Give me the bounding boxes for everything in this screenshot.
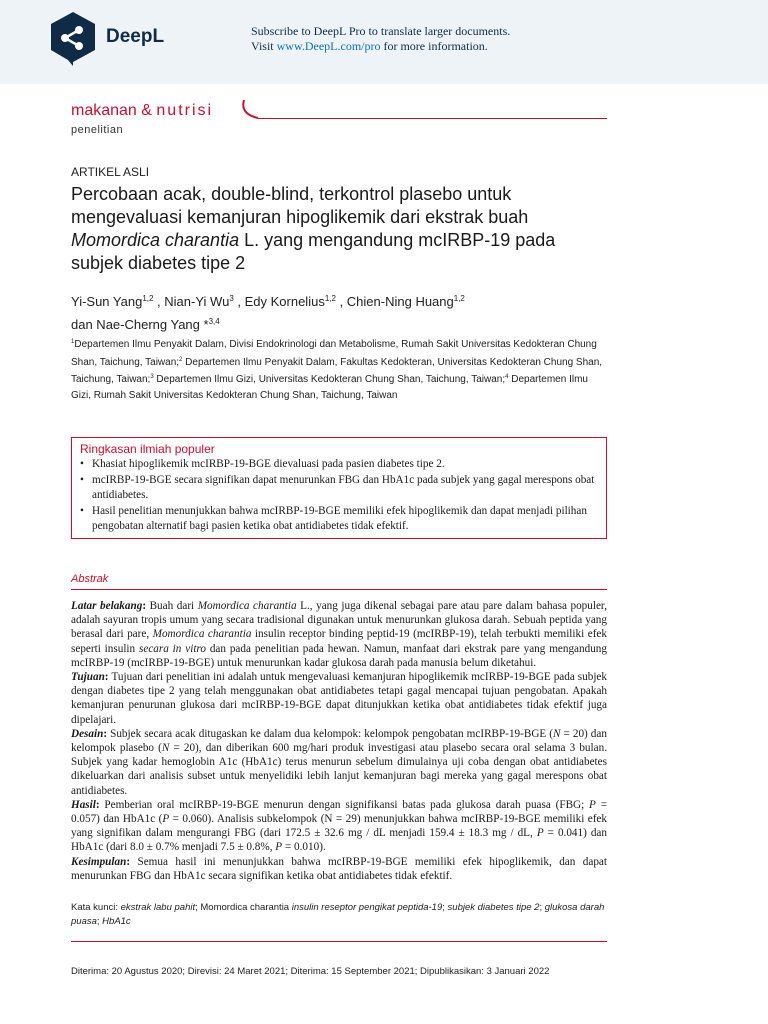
deepl-banner [0, 0, 768, 84]
italic-text: P [275, 841, 283, 854]
banner-line-2-prefix: Visit [251, 39, 277, 53]
text: L., yang juga dikenal sebagai pare atau pare dalam bahasa populer, adalah sayuran tropis umum yang secara tradisional digunakan untuk menurunkan glukosa darah. Sebuah peptida yang berasal dari pare, [71, 600, 607, 641]
abstract-rule-top [71, 589, 607, 590]
keyword: ekstrak labu pahit [120, 902, 196, 913]
author-name: Edy Kornelius [244, 294, 325, 309]
affil-text: Departemen Ilmu Penyakit Dalam, Fakultas Kedokteran, Universitas Kedokteran Chung Shan, Taichung, Taiwan; [71, 356, 603, 385]
keyword: insulin reseptor pengikat peptida-19 [291, 902, 443, 913]
affil-text: Departemen Ilmu Gizi, Rumah Sakit Universitas Kedokteran Chung Shan, Taichung, Taiwan [71, 374, 588, 401]
keyword: glukosa darah puasa [71, 902, 605, 927]
author-sep: , [153, 294, 165, 309]
journal-name-part1: makanan & [71, 102, 157, 119]
summary-item: • Hasil penelitian menunjukkan bahwa mcIRBP-19-BGE memiliki efek hipoglikemik dan dapat menjadi pilihan pengobatan alternatif bagi pasien ketika obat antidiabetes tidak efektif. [80, 504, 598, 535]
italic-text: P [162, 813, 170, 826]
abstract-aim: Tujuan: Tujuan dari penelitian ini adalah untuk mengevaluasi kemanjuran hipoglikemik mcIRBP-19-BGE pada subjek dengan diabetes tipe 2 yang telah menggunakan obat antidiabetes tetapi gagal mencapai tujuan pengobatan. Apakah kemanjuran penurunan glukosa dari mcIRBP-19-BGE dapat ditunjukkan ketika obat antidiabetes tidak efektif juga dipelajari. [71, 671, 607, 726]
background-label: Latar belakang [71, 600, 143, 612]
text: Subjek secara acak ditugaskan ke dalam dua kelompok: kelompok pengobatan mcIRBP-19-BGE ( [110, 727, 553, 740]
author-name: Nian-Yi Wu [164, 294, 230, 309]
deepl-logo-icon [48, 10, 98, 66]
title-italic: Momordica charantia [71, 230, 240, 250]
author-sup: 1,2 [453, 294, 465, 303]
affil-text: Departemen Ilmu Gizi, Universitas Kedokteran Chung Shan, Taichung, Taiwan; [153, 374, 506, 385]
author-sup: 1,2 [324, 294, 336, 303]
author-sep: , [233, 294, 245, 309]
text: = 0.041) dan HbA1c (dari 8.0 ± 0.7% menjadi 7.5 ± 0.8%, [71, 827, 607, 854]
author-sup: 1,2 [142, 294, 154, 303]
italic-text: Momordica charantia [197, 600, 297, 612]
text: Semua hasil ini menunjukkan bahwa mcIRBP-19-BGE memiliki efek hipoglikemik, dan dapat menurunkan FBG dan HbA1c secara signifikan ketika obat antidiabetes tidak efektif. [71, 855, 607, 882]
affil-sup: 2 [179, 356, 183, 363]
design-label: Desain [71, 727, 104, 740]
author-list [71, 289, 611, 335]
affil-sup: 3 [150, 374, 154, 380]
author-sup: 3,4 [208, 317, 220, 326]
italic-text: P [589, 798, 596, 811]
title-part1: Percobaan acak, double-blind, terkontrol plasebo untuk mengevaluasi kemanjuran hipoglikemik dari ekstrak buah [71, 184, 529, 227]
author-name: Yi-Sun Yang [71, 294, 143, 309]
banner-line-1: Subscribe to DeepL Pro to translate larger documents. [251, 24, 511, 38]
summary-title: Ringkasan ilmiah populer [80, 442, 215, 456]
text: = 20) dan kelompok plasebo ( [71, 727, 607, 755]
italic-text: P [536, 827, 544, 840]
affil-sup: 1 [71, 339, 75, 345]
abstract-heading: Abstrak [71, 573, 109, 585]
text: Tujuan dari penelitian ini adalah untuk mengevaluasi kemanjuran hipoglikemik mcIRBP-19-BGE pada subjek dengan diabetes tipe 2 yang telah menggunakan obat antidiabetes tetapi gagal mencapai tujuan pengobatan. Apakah kemanjuran penurunan glukosa dari mcIRBP-19-BGE dapat ditunjukkan ketika obat antidiabetes tidak efektif juga dipelajari. [71, 671, 607, 726]
aim-label: Tujuan [71, 671, 105, 684]
article-title [71, 183, 611, 275]
journal-name-part2: nutrisi [156, 102, 214, 119]
journal-rule [258, 118, 607, 119]
text: Pemberian oral mcIRBP-19-BGE menurun dengan signifikansi batas pada glukosa darah puasa (FBG; [104, 798, 590, 811]
italic-text: N [161, 742, 170, 755]
journal-name [71, 102, 213, 120]
text: insulin receptor binding peptid-19 (mcIRBP-19), telah terbukti memiliki efek seperti insulin [71, 628, 607, 655]
keywords-label: Kata kunci: [71, 902, 121, 913]
abstract-conclusion: Kesimpulan: Semua hasil ini menunjukkan bahwa mcIRBP-19-BGE memiliki efek hipoglikemik, dan dapat menurunkan FBG dan HbA1c secara signifikan ketika obat antidiabetes tidak efektif. [71, 855, 607, 882]
abstract-design: Desain: Subjek secara acak ditugaskan ke dalam dua kelompok: kelompok pengobatan mcIRBP-19-BGE (N = 20) dan kelompok plasebo (N = 20), dan diberikan 600 mg/hari produk investigasi atau plasebo secara oral selama 3 bulan. Subjek yang kadar hemoglobin A1c (HbA1c) terus menurun sebelum dimulainya uji coba dengan obat antidiabetes dikeluarkan dari analisis subset untuk menyelidiki lebih lanjut kemanjuran bagi mereka yang gagal merespons obat antidiabetes. [71, 727, 607, 797]
keyword: HbA1c [102, 916, 131, 927]
text: = 0.057) dan HbA1c ( [71, 798, 608, 826]
text: ; [96, 916, 103, 927]
banner-line-2-suffix: for more information. [380, 39, 488, 53]
banner-line-2 [251, 39, 510, 54]
text: dan pada penelitian pada hewan. Namun, manfaat dari ekstrak pare yang mengandung mcIRBP-19 (mcIRBP-19-BGE) untuk menurunkan kadar glukosa darah pada manusia belum diketahui. [71, 642, 607, 669]
summary-item: • Khasiat hipoglikemik mcIRBP-19-BGE dievaluasi pada pasien diabetes tipe 2. [80, 457, 598, 473]
abstract-rule-bottom [71, 941, 607, 942]
results-label: Hasil [71, 798, 96, 811]
abstract-background: Latar belakang: Buah dari Momordica charantia L., yang juga dikenal sebagai pare atau pare dalam bahasa populer, adalah sayuran tropis umum yang secara tradisional digunakan untuk menurunkan glukosa darah. Sebuah peptida yang berasal dari pare, Momordica charantia insulin receptor binding peptid-19 (mcIRBP-19), telah terbukti memiliki efek seperti insulin secara in vitro dan pada penelitian pada hewan. Namun, manfaat dari ekstrak pare yang mengandung mcIRBP-19 (mcIRBP-19-BGE) untuk menurunkan kadar glukosa darah pada manusia belum diketahui. [71, 600, 607, 669]
text: Buah dari [149, 600, 198, 612]
journal-arc-icon [238, 96, 262, 120]
abstract-results: Hasil: Pemberian oral mcIRBP-19-BGE menurun dengan signifikansi batas pada glukosa darah puasa (FBG; P = 0.057) dan HbA1c (P = 0.060). Analisis subkelompok (N = 29) menunjukkan bahwa mcIRBP-19-BGE memiliki efek yang signifikan dalam mengurangi FBG (dari 172.5 ± 32.6 mg / dL menjadi 159.4 ± 18.3 mg / dL, P = 0.041) dan HbA1c (dari 8.0 ± 0.7% menjadi 7.5 ± 0.8%, P = 0.010). [71, 798, 608, 854]
author-name: dan Nae-Cherng Yang * [71, 317, 209, 332]
section-label: penelitian [71, 124, 124, 136]
title-part2: L. yang mengandung mcIRBP-19 pada subjek diabetes tipe 2 [71, 230, 556, 273]
deepl-wordmark: DeepL [106, 26, 165, 47]
text: ; [442, 902, 448, 913]
author-sep: , [335, 294, 347, 309]
deepl-pro-link[interactable]: www.DeepL.com/pro [276, 39, 381, 53]
text: ; Momordica charantia [195, 902, 292, 913]
affil-sup: 4 [505, 374, 509, 380]
italic-text: N [553, 727, 561, 740]
popular-summary-box [71, 437, 607, 539]
article-type: ARTIKEL ASLI [71, 165, 150, 179]
text: = 0.010). [282, 841, 326, 854]
keywords [71, 901, 607, 929]
author-sup: 3 [229, 294, 234, 303]
summary-list [80, 457, 598, 535]
affil-text: Departemen Ilmu Penyakit Dalam, Divisi Endokrinologi dan Metabolisme, Rumah Sakit Universitas Kedokteran Chung Shan, Taichung, Taiwan; [71, 339, 597, 368]
italic-text: secara in vitro [139, 642, 206, 655]
banner-message [251, 24, 510, 54]
author-name: Chien-Ning Huang [346, 294, 454, 309]
publication-dates: Diterima: 20 Agustus 2020; Direvisi: 24 Maret 2021; Diterima: 15 September 2021; Dipublikasikan: 3 Januari 2022 [71, 966, 550, 977]
affiliations [71, 335, 606, 403]
abstract-body [71, 599, 607, 883]
italic-text: Momordica charantia [152, 628, 252, 641]
text: = 0.060). Analisis subkelompok (N = 29) menunjukkan bahwa mcIRBP-19-BGE memiliki efek yang signifikan dalam mengurangi FBG (dari 172.5 ± 32.6 mg / dL menjadi 159.4 ± 18.3 mg / dL, [71, 813, 607, 840]
keyword: subjek diabetes tipe 2 [447, 902, 540, 913]
text: = 20), dan diberikan 600 mg/hari produk investigasi atau plasebo secara oral selama 3 bulan. Subjek yang kadar hemoglobin A1c (HbA1c) terus menurun sebelum dimulainya uji coba dengan obat antidiabetes dikeluarkan dari analisis subset untuk menyelidiki lebih lanjut kemanjuran bagi mereka yang gagal merespons obat antidiabetes. [71, 742, 607, 797]
text: ; [539, 902, 545, 913]
conclusion-label: Kesimpulan [71, 855, 127, 868]
summary-item: • mcIRBP-19-BGE secara signifikan dapat menurunkan FBG dan HbA1c pada subjek yang gagal merespons obat antidiabetes. [80, 473, 598, 504]
